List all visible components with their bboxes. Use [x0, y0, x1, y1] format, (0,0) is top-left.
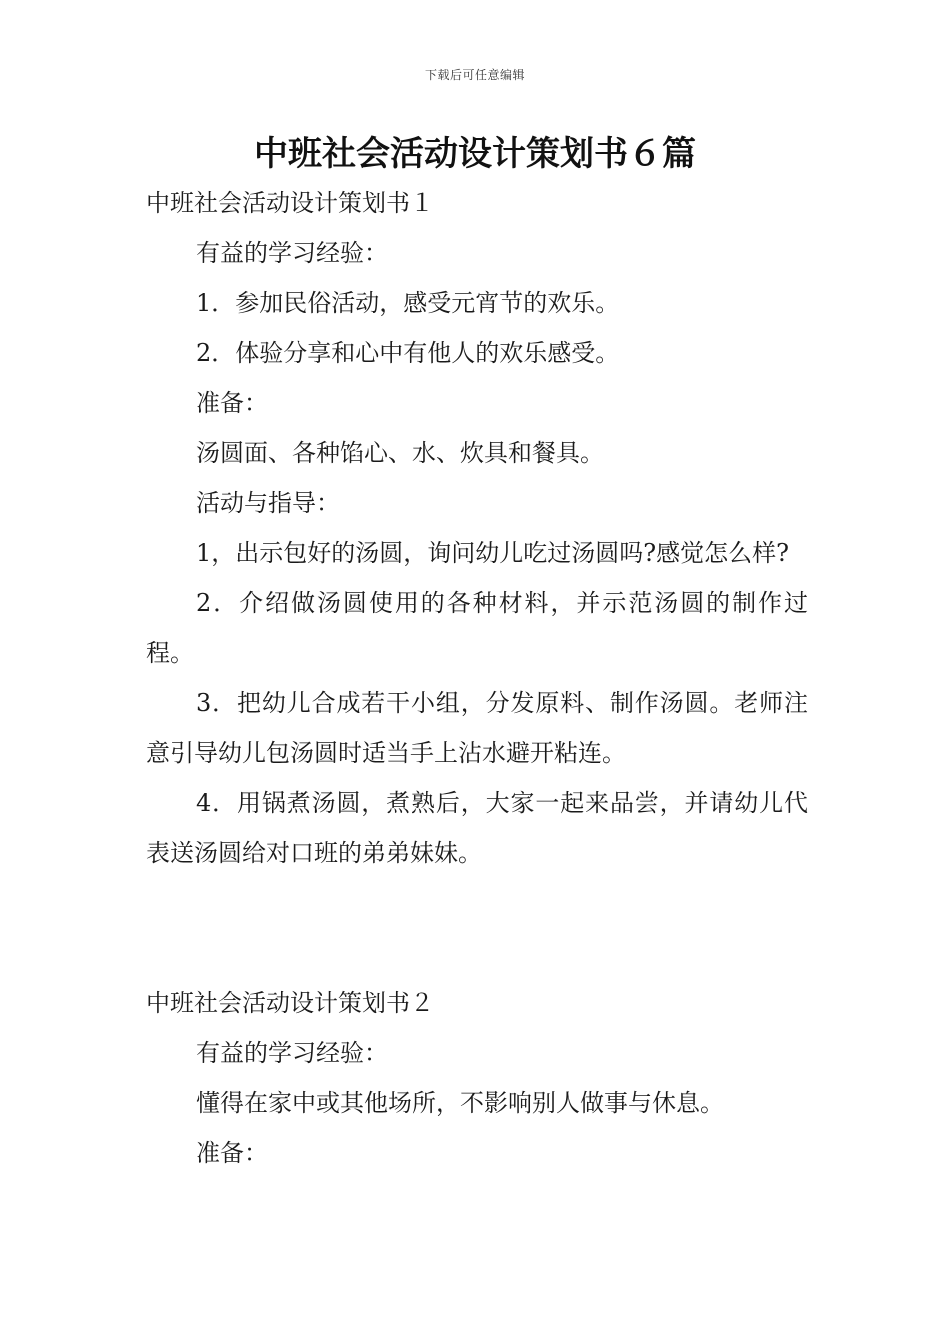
paragraph: 有益的学习经验： [196, 1039, 388, 1067]
section-heading: 中班社会活动设计策划书２ [146, 989, 434, 1017]
paragraph: 2．体验分享和心中有他人的欢乐感受。 [196, 339, 620, 367]
paragraph: 3．把幼儿合成若干小组，分发原料、制作汤圆。老师注意引导幼儿包汤圆时适当手上沾水避开粘连。 [146, 689, 808, 767]
section-2 [146, 978, 808, 1178]
section-1 [146, 178, 808, 878]
document-title: 中班社会活动设计策划书６篇 [254, 134, 696, 174]
paragraph: 1，出示包好的汤圆，询问幼儿吃过汤圆吗?感觉怎么样? [196, 539, 790, 567]
paragraph: 汤圆面、各种馅心、水、炊具和餐具。 [196, 439, 604, 467]
section-spacer [146, 878, 808, 978]
header-note: 下载后可任意编辑 [424, 68, 525, 82]
paragraph: 懂得在家中或其他场所，不影响别人做事与休息。 [196, 1089, 724, 1117]
paragraph: 准备： [196, 389, 268, 417]
paragraph: 准备： [196, 1139, 268, 1167]
paragraph: 有益的学习经验： [196, 239, 388, 267]
paragraph: 2．介绍做汤圆使用的各种材料，并示范汤圆的制作过程。 [146, 589, 808, 667]
paragraph: 活动与指导： [196, 489, 340, 517]
paragraph: 1．参加民俗活动，感受元宵节的欢乐。 [196, 289, 620, 317]
section-heading: 中班社会活动设计策划书１ [146, 189, 434, 217]
document-body [146, 178, 808, 1178]
paragraph: 4．用锅煮汤圆，煮熟后，大家一起来品尝，并请幼儿代表送汤圆给对口班的弟弟妹妹。 [146, 789, 808, 867]
